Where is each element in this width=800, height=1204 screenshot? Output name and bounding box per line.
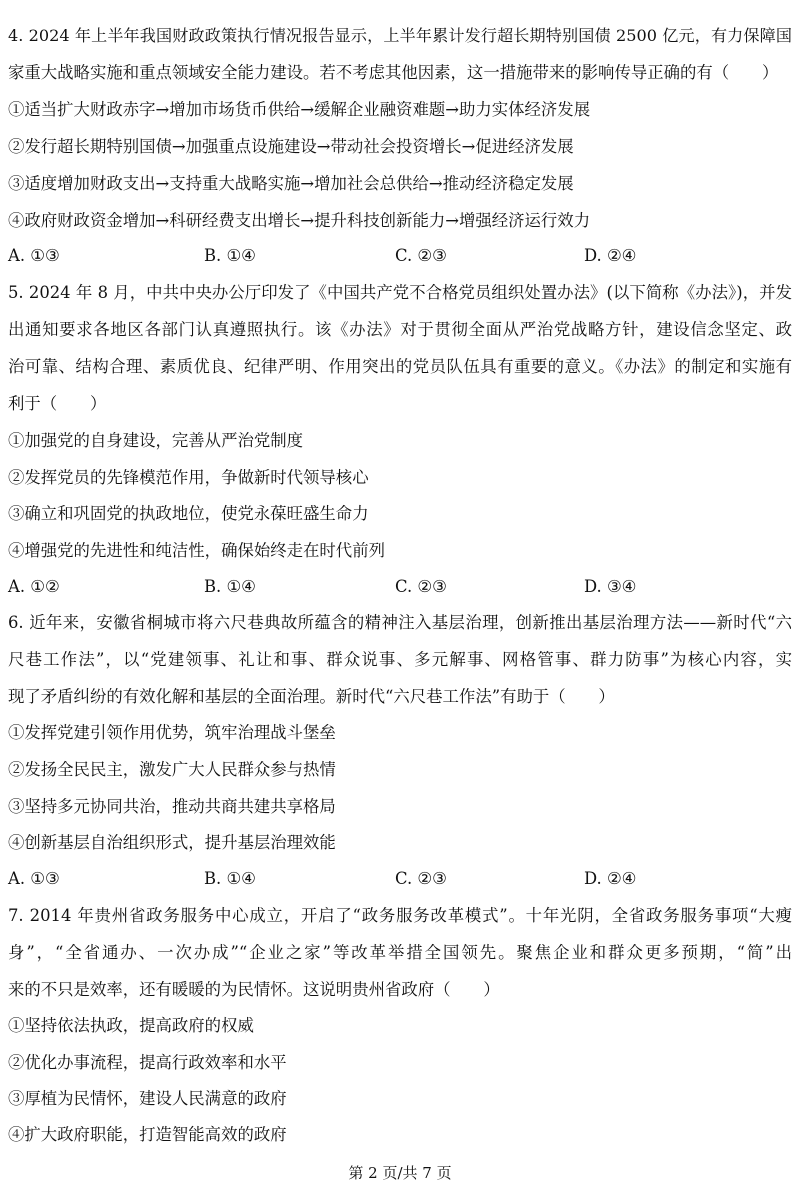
page-footer: 第 2 页/共 7 页 — [348, 1164, 452, 1182]
option-c: C. ②③ — [395, 869, 447, 888]
option-a: A. ①③ — [8, 869, 60, 888]
answer-options — [8, 244, 792, 268]
question-stem-line: 出通知要求各地区各部门认真遵照执行。该《办法》对于贯彻全面从严治党战略方针，建设信念坚定、政 — [8, 320, 792, 339]
statement-item: ③确立和巩固党的执政地位，使党永葆旺盛生命力 — [8, 504, 369, 523]
statement-item: ③厚植为民情怀，建设人民满意的政府 — [8, 1089, 287, 1108]
question-stem-line: 现了矛盾纠纷的有效化解和基层的全面治理。新时代“六尺巷工作法”有助于（ ） — [8, 687, 615, 706]
option-a: A. ①② — [8, 577, 60, 596]
question-stem-line: 家重大战略实施和重点领域安全能力建设。若不考虑其他因素，这一措施带来的影响传导正确的有（ ） — [8, 63, 779, 82]
option-d: D. ②④ — [584, 246, 637, 265]
statement-item: ①加强党的自身建设，完善从严治党制度 — [8, 431, 304, 450]
statement-item: ①发挥党建引领作用优势，筑牢治理战斗堡垒 — [8, 723, 336, 742]
question-stem-line: 治可靠、结构合理、素质优良、纪律严明、作用突出的党员队伍具有重要的意义。《办法》的制定和实施有 — [8, 357, 792, 376]
option-b: B. ①④ — [204, 869, 256, 888]
question-stem-line: 来的不只是效率，还有暖暖的为民情怀。这说明贵州省政府（ ） — [8, 980, 500, 999]
statement-item: ②发扬全民民主，激发广大人民群众参与热情 — [8, 760, 336, 779]
question-stem-line: 5. 2024 年 8 月，中共中央办公厅印发了《中国共产党不合格党员组织处置办法》(以下简称《办法》)，并发 — [8, 283, 792, 302]
statement-item: ②发行超长期特别国债→加强重点设施建设→带动社会投资增长→促进经济发展 — [8, 137, 574, 156]
option-d: D. ③④ — [584, 577, 637, 596]
question-stem-line: 利于（ ） — [8, 394, 107, 413]
option-a: A. ①③ — [8, 246, 60, 265]
statement-item: ③坚持多元协同共治，推动共商共建共享格局 — [8, 797, 336, 816]
statement-item: ④政府财政资金增加→科研经费支出增长→提升科技创新能力→增强经济运行效力 — [8, 211, 591, 230]
question-stem-line: 尺巷工作法”，以“党建领事、礼让和事、群众说事、多元解事、网格管事、群力防事”为核心内容，实 — [8, 650, 792, 669]
statement-item: ②优化办事流程，提高行政效率和水平 — [8, 1053, 287, 1072]
statement-item: ④创新基层自治组织形式，提升基层治理效能 — [8, 833, 336, 852]
option-d: D. ②④ — [584, 869, 637, 888]
option-b: B. ①④ — [204, 577, 256, 596]
question-stem-line: 4. 2024 年上半年我国财政政策执行情况报告显示，上半年累计发行超长期特别国债 2500 亿元，有力保障国 — [8, 26, 792, 45]
option-c: C. ②③ — [395, 246, 447, 265]
statement-item: ①坚持依法执政，提高政府的权威 — [8, 1016, 254, 1035]
question-stem-line: 6. 近年来，安徽省桐城市将六尺巷典故所蕴含的精神注入基层治理，创新推出基层治理方法——新时代“六 — [8, 613, 792, 632]
statement-item: ④增强党的先进性和纯洁性，确保始终走在时代前列 — [8, 541, 385, 560]
statement-item: ①适当扩大财政赤字→增加市场货币供给→缓解企业融资难题→助力实体经济发展 — [8, 100, 591, 119]
statement-item: ②发挥党员的先锋模范作用，争做新时代领导核心 — [8, 468, 369, 487]
statement-item: ③适度增加财政支出→支持重大战略实施→增加社会总供给→推动经济稳定发展 — [8, 174, 574, 193]
question-stem-line: 身”，“全省通办、一次办成”“企业之家”等改革举措全国领先。聚焦企业和群众更多预期，“简”出 — [8, 943, 792, 962]
answer-options — [8, 867, 792, 891]
answer-options — [8, 575, 792, 599]
question-stem-line: 7. 2014 年贵州省政务服务中心成立，开启了“政务服务改革模式”。十年光阴，全省政务服务事项“大瘦 — [8, 906, 792, 925]
option-b: B. ①④ — [204, 246, 256, 265]
option-c: C. ②③ — [395, 577, 447, 596]
statement-item: ④扩大政府职能，打造智能高效的政府 — [8, 1125, 287, 1144]
